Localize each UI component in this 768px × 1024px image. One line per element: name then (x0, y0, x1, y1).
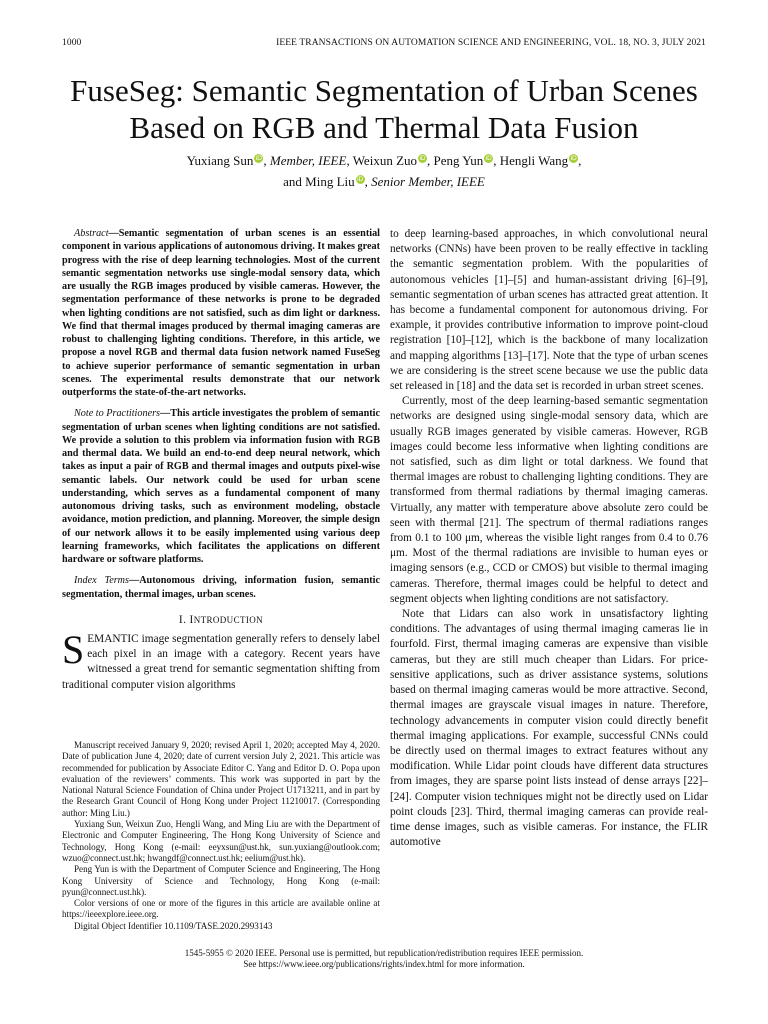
drop-cap: S (62, 626, 85, 672)
author-role: Senior Member, IEEE (371, 174, 485, 189)
author-name: Weixun Zuo (352, 153, 418, 168)
copyright-footer (62, 948, 706, 971)
orcid-icon[interactable]: iD (255, 155, 262, 162)
abstract-text: Semantic segmentation of urban scenes is an essential component in various applications of autonomous driving. It makes great progress with the rise of deep learning technologies. Most of the current semantic segmentation networks use single-modal sensory data, which are usually the RGB images produced by visible cameras. However, the segmentation performance of these networks is prone to be degraded when lighting conditions are not satisfied, such as dim light or darkness. We find that thermal images produced by thermal imaging cameras are robust to challenging lighting conditions. Therefore, in this article, we propose a novel RGB and thermal data fusion network named FuseSeg to achieve superior performance of semantic segmentation in urban scenes. The experimental results demonstrate that our network outperforms the state-of-the-art networks. (62, 228, 380, 398)
abstract-label: Abstract (74, 228, 109, 239)
intro-text: image segmentation generally refers to densely label each pixel in an image with a category. Recent years have witnessed a great trend for semantic segmentation shifting from traditional computer vision algorithms (62, 632, 380, 691)
author-name: Hengli Wang (499, 153, 569, 168)
running-head (62, 38, 706, 52)
index-terms: Index Terms—Autonomous driving, information fusion, semantic segmentation, thermal images, urban scenes. (62, 575, 380, 600)
author-list (60, 150, 708, 192)
title-line-1: FuseSeg: Semantic Segmentation of Urban Scenes (70, 73, 698, 108)
orcid-icon[interactable]: iD (570, 155, 577, 162)
author-name: Ming Liu (305, 174, 355, 189)
note-label: Note to Practitioners (74, 408, 161, 420)
journal-header: IEEE TRANSACTIONS ON AUTOMATION SCIENCE AND ENGINEERING, VOL. 18, NO. 3, JULY 2021 (276, 38, 706, 48)
orcid-icon[interactable]: iD (419, 155, 426, 162)
body-paragraph: to deep learning-based approaches, in which convolutional neural networks (CNNs) have been proven to be really effective in tackling the semantic segmentation problem. With the popularities of autonomous vehicles [1]–[5] and human-assistant driving [6]–[9], semantic segmentation of urban scenes has attracted great attention. It has become a fundamental component for autonomous driving. For example, it provides contributive information to improve point-cloud registration [10]–[12], which is the backbone of many localization and mapping algorithms [13]–[17]. Note that the type of urban scenes we are considering is the street scene because we use the public data set released in [18] and the data set is recorded in urban street scenes. (390, 228, 708, 393)
footnote: Yuxiang Sun, Weixun Zuo, Hengli Wang, and Ming Liu are with the Department of Electronic and Computer Engineering, The Hong Kong University of Science and Technology, Hong Kong (e-mail: eeyxsun@ust.hk, sun.yuxiang@outlook.com; wzuo@connect.ust.hk; hwangdf@connect.ust.hk; eelium@ust.hk). (62, 819, 380, 863)
copyright-line: 1545-5955 © 2020 IEEE. Personal use is permitted, but republication/redistribution requires IEEE permission. (184, 948, 584, 958)
rights-link-line: See https://www.ieee.org/publications/rights/index.html for more information. (243, 959, 525, 970)
orcid-icon[interactable]: iD (485, 155, 492, 162)
abstract: Abstract—Semantic segmentation of urban scenes is an essential component in various applications of autonomous driving. It makes great progress with the rise of deep learning technologies. Most of the current semantic segmentation networks use single-modal sensory data, which are usually the RGB images produced by visible cameras. However, the segmentation performance of these networks is prone to be degraded when lighting conditions are not satisfied, such as dim light or darkness. We find that thermal images produced by thermal imaging cameras are robust to challenging lighting conditions. Therefore, in this article, we propose a novel RGB and thermal data fusion network named FuseSeg to achieve superior performance of semantic segmentation in urban scenes. The experimental results demonstrate that our network outperforms the state-of-the-art networks. (62, 228, 380, 398)
paper-title (40, 72, 728, 146)
author-line-1: Yuxiang Sun iD, Member, IEEE, Weixun Zuo iD, Peng Yun iD, Hengli Wang iD, (186, 153, 582, 168)
footnote: Manuscript received January 9, 2020; revised April 1, 2020; accepted May 4, 2020. Date of publication June 4, 2020; date of current version July 2, 2021. This article was recommended for publication by Associate Editor C. Yang and Editor D. O. Popa upon evaluation of the reviewers’ comments. This work was supported in part by the National Natural Science Foundation of China under Project U1713211, and in part by the Research Grant Council of Hong Kong under Project 11210017. (Corresponding author: Ming Liu.) (62, 740, 380, 818)
footnote-doi: Digital Object Identifier 10.1109/TASE.2020.2993143 (74, 920, 273, 931)
footnote: Color versions of one or more of the figures in this article are available online at https://ieeexplore.ieee.org. (62, 898, 380, 920)
intro-paragraph (62, 626, 380, 693)
section-heading: I. INTRODUCTION (178, 613, 264, 626)
author-line-2: and Ming Liu iD, Senior Member, IEEE (283, 174, 485, 189)
author-role: Member, IEEE (269, 153, 347, 168)
orcid-icon[interactable]: iD (357, 176, 364, 183)
note-text: This article investigates the problem of semantic segmentation of urban scenes when lighting conditions are not satisfied. We provide a solution to this problem via information fusion with RGB and thermal data. We build an end-to-end deep neural network, which takes as input a pair of RGB and thermal images and outputs pixel-wise semantic labels. Our network could be used for urban scene understanding, which serves as a fundamental component of many autonomous driving tasks, such as environment modeling, obstacle avoidance, motion prediction, and planning. Moreover, the simple design of our network allows it to be easily implemented using various deep learning frameworks, which facilitates the applications on different hardware or software platforms. (62, 408, 380, 565)
footnotes (62, 740, 380, 932)
right-column (390, 227, 708, 850)
intro-caps: EMANTIC (87, 632, 139, 645)
note-to-practitioners: Note to Practitioners—This article investigates the problem of semantic segmentation of urban scenes when lighting conditions are not satisfied. We provide a solution to this problem via information fusion with RGB and thermal data. We build an end-to-end deep neural network, which takes as input a pair of RGB and thermal images and outputs pixel-wise semantic labels. Our network could be used for urban scene understanding, which serves as a fundamental component of many autonomous driving tasks, such as environment modeling, obstacle avoidance, motion prediction, and planning. Moreover, the simple design of our network allows it to be easily implemented using various deep learning frameworks, which facilitates the applications on different hardware or software platforms. (62, 408, 380, 565)
author-name: Yuxiang Sun (186, 153, 254, 168)
author-name: Peng Yun (433, 153, 484, 168)
page-number: 1000 (62, 38, 82, 48)
footnote: Peng Yun is with the Department of Computer Science and Engineering, The Hong Kong University of Science and Technology, Hong Kong (e-mail: pyun@connect.ust.hk). (62, 864, 380, 897)
title-line-2: Based on RGB and Thermal Data Fusion (129, 110, 639, 145)
left-column (62, 227, 380, 693)
index-terms-label: Index Terms (74, 575, 130, 587)
body-paragraph: Note that Lidars can also work in unsatisfactory lighting conditions. The advantages of using thermal imaging cameras lie in fourfold. First, thermal imaging cameras are expensive than visible cameras, but they are still much cheaper than Lidars. For price-sensitive applications, such as driver assistance systems, solutions based on thermal imaging cameras would be more attractive. Second, thermal images are grayscale visual images in nature. Therefore, technology advancements in computer vision could directly benefit thermal imaging applications. For example, successful CNNs could be directly used on thermal images to extract features without any modification. While Lidar point clouds have different data structures from images, they are sparse point lists instead of dense arrays [22]–[24]. Computer vision techniques might not be directly used on Lidar point clouds [23]. Third, thermal imaging cameras can provide real-time dense images, such as visible cameras. For instance, the FLIR automotive (390, 608, 708, 849)
author-conjunction: and (283, 174, 306, 189)
body-paragraph: Currently, most of the deep learning-based semantic segmentation networks are designed using single-modal sensory data, which are usually RGB images generated by visible cameras. However, RGB images could become less informative when lighting conditions are not satisfied, such as dim light or total darkness. We found that thermal images are robust to challenging lighting conditions. They are transformed from thermal radiations by thermal imaging cameras. Virtually, any matter with temperature above absolute zero could be seen with thermal [21]. The spectrum of thermal radiations ranges from 0.1 to 100 μm, whereas the visible light ranges from 0.4 to 0.76 μm. Most of the thermal radiations are invisible to human eyes or imaging sensors (e.g., CCD or CMOS) but visible to thermal imaging cameras. Therefore, thermal images could be helpful to detect and segment objects when lighting conditions are not satisfactory. (390, 395, 708, 605)
index-terms-text: Autonomous driving, information fusion, semantic segmentation, thermal images, urban scenes. (62, 575, 380, 600)
